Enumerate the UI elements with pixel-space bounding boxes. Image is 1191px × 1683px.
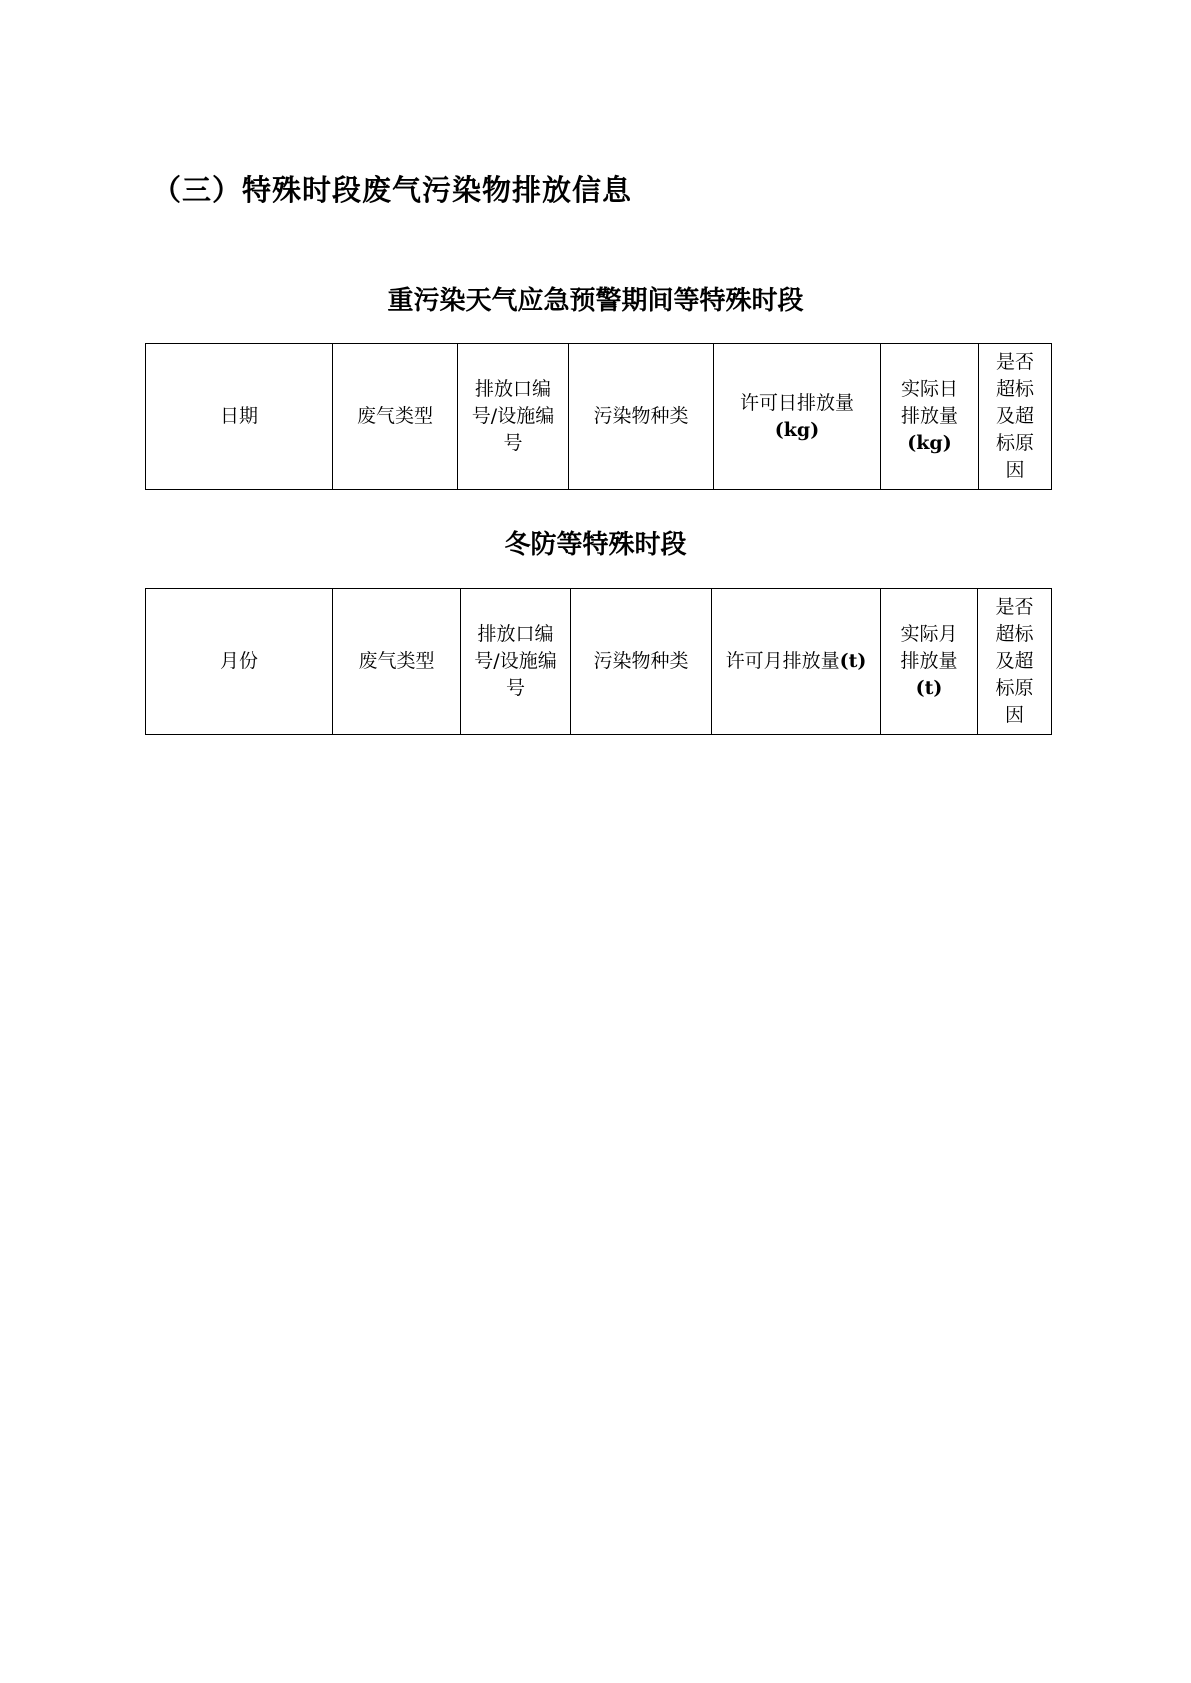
- header-line: 号: [505, 677, 525, 699]
- header-line: 及超: [995, 405, 1034, 427]
- heavy-pollution-emission-table: [145, 343, 1052, 490]
- header-line: 号/设施编: [474, 650, 557, 672]
- header-gas-type: [333, 344, 458, 490]
- table-header-row: [146, 344, 1052, 490]
- header-actual-daily: [881, 344, 979, 490]
- header-line: 实际月: [900, 623, 958, 645]
- header-outlet-id: [461, 589, 571, 735]
- header-line: 排放量: [900, 650, 958, 672]
- header-line: 污染物种类: [593, 650, 689, 672]
- table-header-row: [146, 589, 1052, 735]
- table1-title: 重污染天气应急预警期间等特殊时段: [387, 286, 804, 316]
- header-pollutant-type: [569, 344, 714, 490]
- header-month: [146, 589, 333, 735]
- header-line: 号/设施编: [471, 405, 555, 427]
- winter-prevention-emission-table: [145, 588, 1052, 735]
- header-line: 实际日: [900, 378, 958, 400]
- header-permitted-daily: [714, 344, 881, 490]
- section-heading: （三）特殊时段废气污染物排放信息: [152, 173, 633, 207]
- header-pollutant-type: [571, 589, 712, 735]
- header-line: 超标: [995, 623, 1034, 645]
- header-unit: (kg): [907, 432, 952, 454]
- header-outlet-id: [458, 344, 569, 490]
- header-line: 污染物种类: [593, 405, 689, 427]
- header-actual-monthly: [881, 589, 978, 735]
- header-line: 因: [1005, 459, 1025, 481]
- header-line: 是否: [995, 351, 1034, 373]
- header-exceed-reason: [978, 589, 1052, 735]
- header-line: 是否: [995, 596, 1034, 618]
- header-date: [146, 344, 333, 490]
- header-line: 标原: [995, 432, 1034, 454]
- table2-title: 冬防等特殊时段: [504, 530, 687, 560]
- header-unit: (t): [839, 650, 867, 672]
- header-line: 因: [1004, 704, 1024, 726]
- header-line: 日期: [219, 405, 258, 427]
- header-line: 许可月排放量: [725, 650, 840, 672]
- header-line: 月份: [219, 650, 258, 672]
- header-line: 号: [503, 432, 523, 454]
- header-permitted-monthly: [712, 589, 881, 735]
- header-line: 废气类型: [358, 650, 435, 672]
- header-exceed-reason: [979, 344, 1052, 490]
- header-unit: (t): [915, 677, 943, 699]
- header-line: 排放量: [900, 405, 958, 427]
- header-line: 及超: [995, 650, 1034, 672]
- header-line: 排放口编: [474, 378, 551, 400]
- header-gas-type: [333, 589, 461, 735]
- header-line: 排放口编: [477, 623, 554, 645]
- header-line: 许可日排放量: [739, 391, 854, 414]
- header-line: 标原: [995, 677, 1034, 699]
- header-unit: (kg): [774, 418, 820, 441]
- header-line: 超标: [995, 378, 1034, 400]
- header-line: 废气类型: [356, 405, 433, 427]
